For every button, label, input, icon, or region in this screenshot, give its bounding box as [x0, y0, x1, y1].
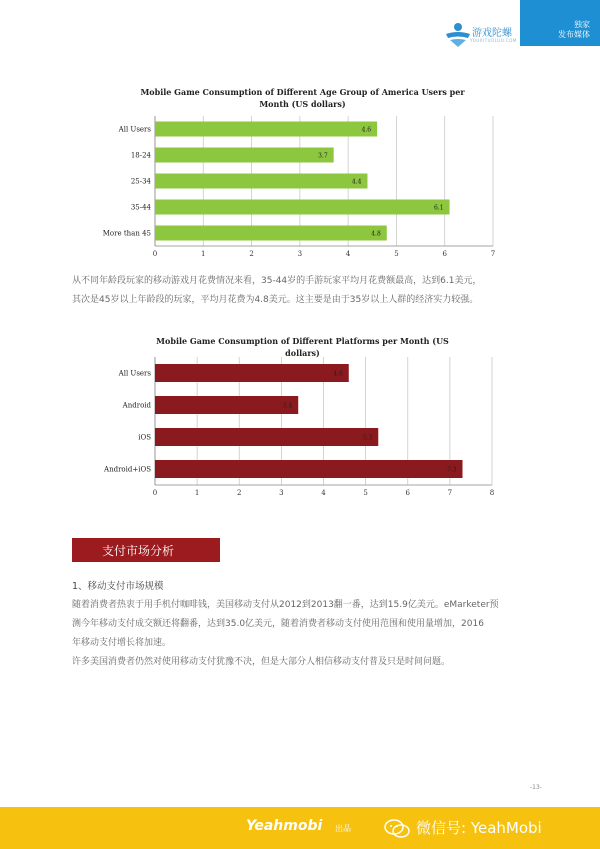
wechat-icon	[384, 819, 410, 839]
x-tick-label: 8	[489, 489, 495, 497]
data-label: 4.6	[333, 370, 343, 378]
paragraph-payment	[72, 596, 552, 672]
x-tick-label: 4	[345, 250, 351, 258]
produced-by-label: 出品	[335, 824, 351, 833]
data-label: 4.4	[351, 178, 362, 186]
data-label: 6.1	[433, 204, 444, 212]
category-label: All Users	[118, 125, 151, 134]
footer-bar	[0, 807, 600, 849]
data-label: 7.3	[446, 466, 457, 474]
category-label: 18-24	[130, 151, 151, 160]
paragraph-line: 年移动支付增长将加速。	[72, 638, 172, 648]
bar	[155, 460, 463, 478]
media-badge-line1: 独家	[574, 20, 590, 29]
category-label: 25-34	[130, 177, 151, 186]
x-tick-label: 3	[297, 250, 303, 258]
category-label: Android	[122, 401, 151, 410]
x-tick-label: 6	[442, 250, 447, 258]
bar	[155, 122, 377, 137]
bar	[155, 174, 367, 189]
section-title: 支付市场分析	[102, 544, 175, 558]
age-group-chart	[60, 110, 520, 265]
data-label: 4.6	[361, 126, 372, 134]
data-label: 3.7	[318, 152, 328, 160]
paragraph-line: 随着消费者热衷于用手机付咖啡钱，美国移动支付从2012到2013翻一番，达到15.9亿美元。eMarketer预	[72, 600, 499, 610]
x-tick-label: 7	[490, 250, 496, 258]
x-tick-label: 2	[249, 250, 254, 258]
data-label: 5.3	[362, 434, 373, 442]
paragraph-line: 许多美国消费者仍然对使用移动支付犹豫不决，但是大部分人相信移动支付普及只是时间问题。	[72, 657, 451, 667]
platform-chart	[60, 355, 520, 505]
category-label: All Users	[118, 369, 151, 378]
x-tick-label: 0	[152, 250, 158, 258]
media-badge	[520, 0, 600, 46]
bar	[155, 148, 334, 163]
bar	[155, 226, 387, 241]
paragraph-line: 测今年移动支付成交额还将翻番，达到35.0亿美元，随着消费者移动支付使用范围和使用量增加，2016	[72, 619, 484, 629]
paragraph-age-analysis	[72, 272, 552, 310]
bar	[155, 364, 349, 382]
x-tick-label: 2	[237, 489, 242, 497]
category-label: 35-44	[130, 203, 151, 212]
section-header	[72, 538, 220, 562]
page-number: -13-	[530, 784, 542, 791]
x-tick-label: 1	[194, 489, 200, 497]
media-badge-text	[558, 20, 590, 40]
media-badge-line2: 发布媒体	[558, 30, 590, 39]
x-tick-label: 5	[363, 489, 368, 497]
x-tick-label: 3	[279, 489, 284, 497]
x-tick-label: 5	[394, 250, 399, 258]
x-tick-label: 1	[201, 250, 206, 258]
category-label: Android+iOS	[104, 465, 151, 474]
x-tick-label: 4	[321, 489, 326, 497]
paragraph-line: 其次是45岁以上年龄段的玩家，平均月花费为4.8美元。这主要是由于35岁以上人群的经济实力较强。	[72, 295, 479, 305]
wechat-id: 微信号: YeahMobi	[416, 819, 542, 837]
data-label: 4.8	[371, 230, 381, 238]
x-tick-label: 0	[152, 489, 158, 497]
data-label: 3.4	[282, 402, 293, 410]
category-label: More than 45	[102, 229, 151, 238]
logo-text: 游戏陀螺	[472, 28, 512, 39]
bar	[155, 200, 450, 215]
chart-title-platform: Mobile Game Consumption of Different Platforms per Month (US dollars)	[156, 336, 449, 358]
bar	[155, 428, 378, 446]
paragraph-line: 从不同年龄段玩家的移动游戏月花费情况来看，35-44岁的手游玩家平均月花费额最高，达到6.1美元，	[72, 276, 482, 286]
logo-subtext: YOUXITUOLUO.COM	[470, 38, 517, 43]
bar	[155, 396, 298, 414]
x-tick-label: 6	[405, 489, 410, 497]
category-label: iOS	[138, 433, 151, 442]
x-tick-label: 7	[447, 489, 453, 497]
subheading: 1、移动支付市场规模	[72, 581, 164, 592]
brand-logo: Yeahmobi	[246, 818, 323, 834]
chart-title-age: Mobile Game Consumption of Different Age Group of America Users per Month (US dollars)	[140, 87, 465, 109]
